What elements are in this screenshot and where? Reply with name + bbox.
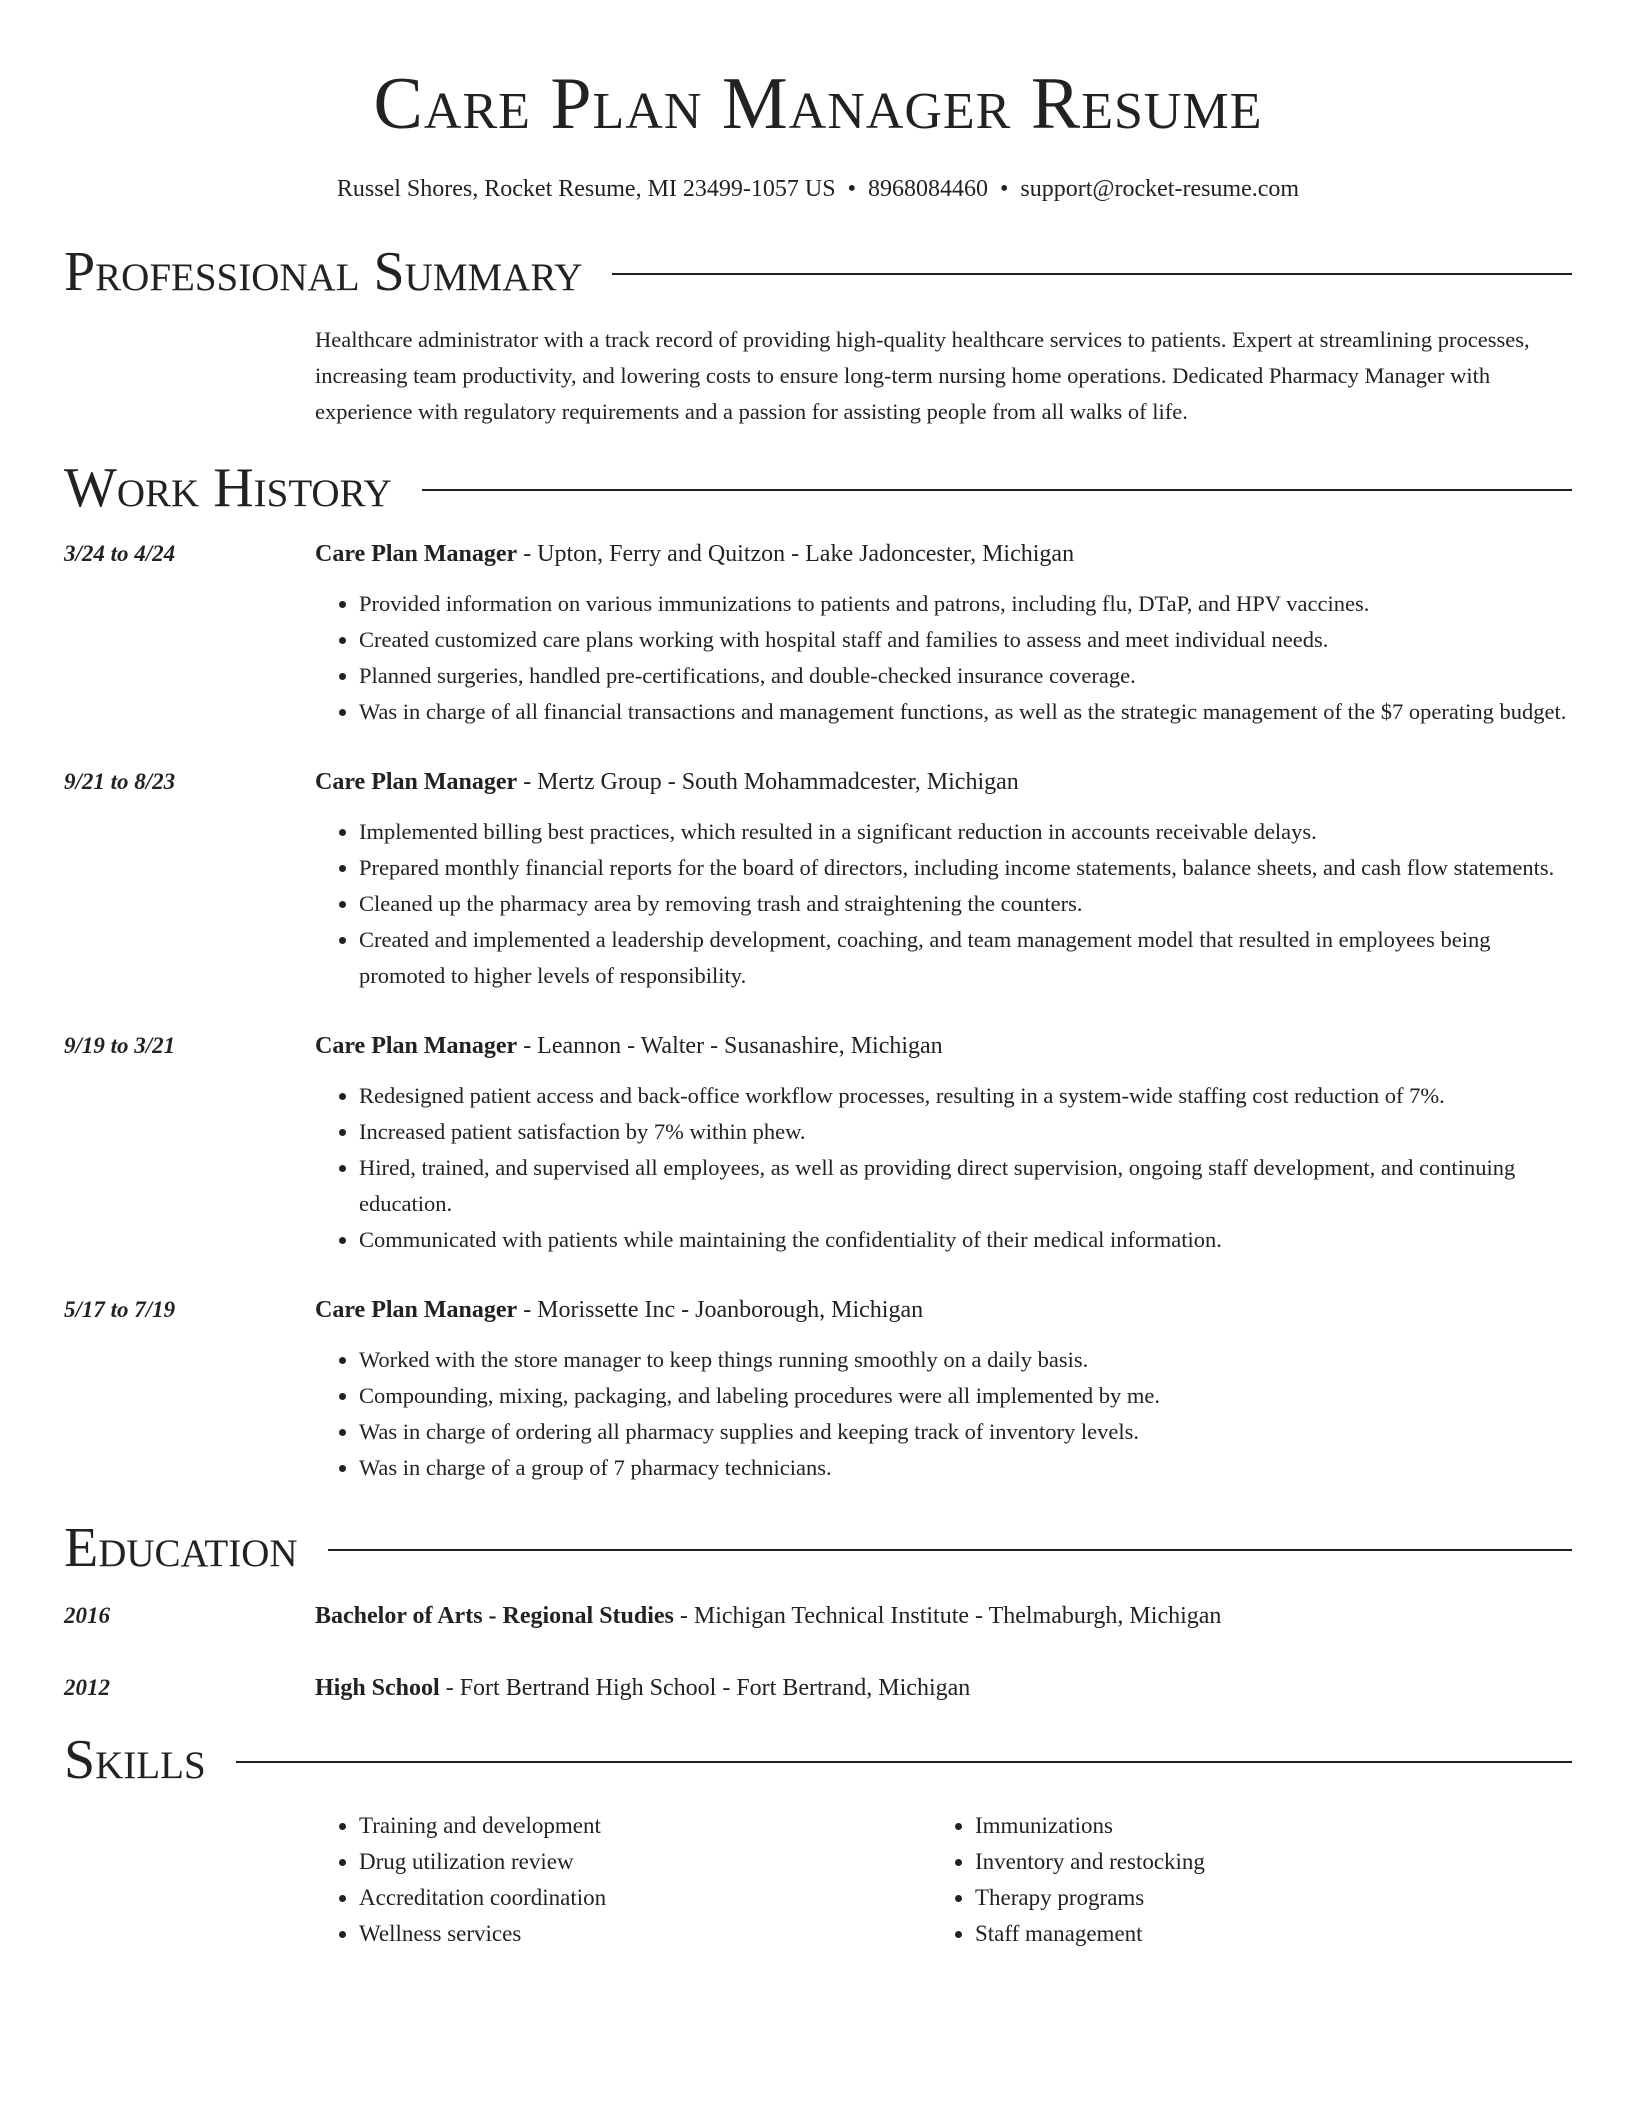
job-bullet: • Prepared monthly financial reports for the board of directors, including income statements, balance sheets, and cash flow statements.: [359, 850, 1572, 886]
skill-item: • Accreditation coordination: [359, 1880, 931, 1916]
skill-item: • Therapy programs: [975, 1880, 1547, 1916]
education-heading-line: [315, 1670, 1572, 1706]
education-year: 2016: [64, 1603, 110, 1628]
job-bullet: • Created customized care plans working with hospital staff and families to assess and meet individual needs.: [359, 622, 1572, 658]
education-section-header: [64, 1516, 1572, 1580]
job-bullets: [315, 1342, 1572, 1486]
job-heading: [315, 1028, 1572, 1064]
job-heading: [315, 1292, 1572, 1328]
job-employer: - Mertz Group - South Mohammadcester, Michigan: [517, 769, 1019, 795]
skill-item: • Immunizations: [975, 1808, 1547, 1844]
job-bullets: [315, 586, 1572, 730]
education-degree: Bachelor of Arts - Regional Studies: [315, 1603, 674, 1629]
education-heading-line: [315, 1598, 1572, 1634]
job-dates: 3/24 to 4/24: [64, 541, 176, 566]
job-entry: [64, 1028, 1572, 1258]
skill-item: • Training and development: [359, 1808, 931, 1844]
skills-column-right: [931, 1808, 1547, 1952]
job-bullet: • Was in charge of all financial transactions and management functions, as well as the strategic management of the $7 operating budget.: [359, 694, 1572, 730]
contact-phone: 8968084460: [867, 176, 988, 202]
job-entry: [64, 764, 1572, 994]
skill-item: • Wellness services: [359, 1916, 931, 1952]
job-employer: - Leannon - Walter - Susanashire, Michigan: [517, 1033, 943, 1059]
job-entry: [64, 536, 1572, 730]
skill-item: • Drug utilization review: [359, 1844, 931, 1880]
job-bullet: • Increased patient satisfaction by 7% within phew.: [359, 1114, 1572, 1150]
skill-item: • Staff management: [975, 1916, 1547, 1952]
job-bullet: • Was in charge of ordering all pharmacy supplies and keeping track of inventory levels.: [359, 1414, 1572, 1450]
education-entry: [64, 1598, 1572, 1634]
education-entry: [64, 1670, 1572, 1706]
job-bullet: • Was in charge of a group of 7 pharmacy technicians.: [359, 1450, 1572, 1486]
job-dates: 9/19 to 3/21: [64, 1033, 176, 1058]
job-heading: [315, 536, 1572, 572]
contact-address: Russel Shores, Rocket Resume, MI 23499-1057 US: [336, 176, 836, 202]
section-divider: [236, 1761, 1572, 1763]
contact-separator: •: [847, 176, 856, 202]
education-school: - Fort Bertrand High School - Fort Bertrand, Michigan: [439, 1675, 971, 1701]
summary-heading: Professional Summary: [64, 241, 583, 303]
job-bullet: • Hired, trained, and supervised all employees, as well as providing direct supervision, ongoing staff development, and continuing education.: [359, 1150, 1572, 1222]
contact-email: support@rocket-resume.com: [1020, 176, 1300, 202]
job-title: Care Plan Manager: [315, 769, 518, 795]
education-school: - Michigan Technical Institute - Thelmaburgh, Michigan: [673, 1603, 1222, 1629]
job-dates: 9/21 to 8/23: [64, 769, 176, 794]
skills-column-left: [315, 1808, 931, 1952]
skill-item: • Inventory and restocking: [975, 1844, 1547, 1880]
resume-title: Care Plan Manager Resume: [373, 63, 1263, 145]
job-title: Care Plan Manager: [315, 1033, 518, 1059]
job-bullet: • Created and implemented a leadership development, coaching, and team management model that resulted in employees being promoted to higher levels of responsibility.: [359, 922, 1572, 994]
skills-list: [315, 1808, 1572, 1952]
resume-page: [64, 0, 1572, 1952]
skills-section-header: [64, 1728, 1572, 1792]
work-heading: Work History: [64, 457, 392, 519]
job-bullets: [315, 814, 1572, 994]
job-bullet: • Worked with the store manager to keep things running smoothly on a daily basis.: [359, 1342, 1572, 1378]
job-bullet: • Communicated with patients while maintaining the confidentiality of their medical information.: [359, 1222, 1572, 1258]
job-title: Care Plan Manager: [315, 1297, 518, 1323]
section-divider: [422, 489, 1572, 491]
summary-section-header: [64, 240, 1572, 304]
education-year: 2012: [64, 1675, 110, 1700]
contact-line: [64, 174, 1572, 204]
job-heading: [315, 764, 1572, 800]
job-bullet: • Planned surgeries, handled pre-certifications, and double-checked insurance coverage.: [359, 658, 1572, 694]
work-section-header: [64, 456, 1572, 520]
job-bullet: • Redesigned patient access and back-office workflow processes, resulting in a system-wide staffing cost reduction of 7%.: [359, 1078, 1572, 1114]
education-heading: Education: [64, 1517, 298, 1579]
job-employer: - Upton, Ferry and Quitzon - Lake Jadoncester, Michigan: [517, 541, 1075, 567]
education-degree: High School: [315, 1675, 440, 1701]
section-divider: [612, 273, 1572, 275]
summary-text: Healthcare administrator with a track record of providing high-quality healthcare services to patients. Expert at streamlining processes, increasing team productivity, and lowering costs to ensure long-term nursing home operations. Dedicated Pharmacy Manager with experience with regulatory requirements and a passion for assisting people from all walks of life.: [315, 327, 1530, 424]
job-employer: - Morissette Inc - Joanborough, Michigan: [517, 1297, 924, 1323]
job-bullet: • Compounding, mixing, packaging, and labeling procedures were all implemented by me.: [359, 1378, 1572, 1414]
job-bullets: [315, 1078, 1572, 1258]
contact-separator: •: [999, 176, 1009, 202]
job-bullet: • Provided information on various immunizations to patients and patrons, including flu, DTaP, and HPV vaccines.: [359, 586, 1572, 622]
section-divider: [328, 1549, 1572, 1551]
job-bullet: • Cleaned up the pharmacy area by removing trash and straightening the counters.: [359, 886, 1572, 922]
skills-heading: Skills: [64, 1729, 206, 1791]
job-entry: [64, 1292, 1572, 1486]
job-bullet: • Implemented billing best practices, which resulted in a significant reduction in accounts receivable delays.: [359, 814, 1572, 850]
job-dates: 5/17 to 7/19: [64, 1297, 176, 1322]
job-title: Care Plan Manager: [315, 541, 518, 567]
